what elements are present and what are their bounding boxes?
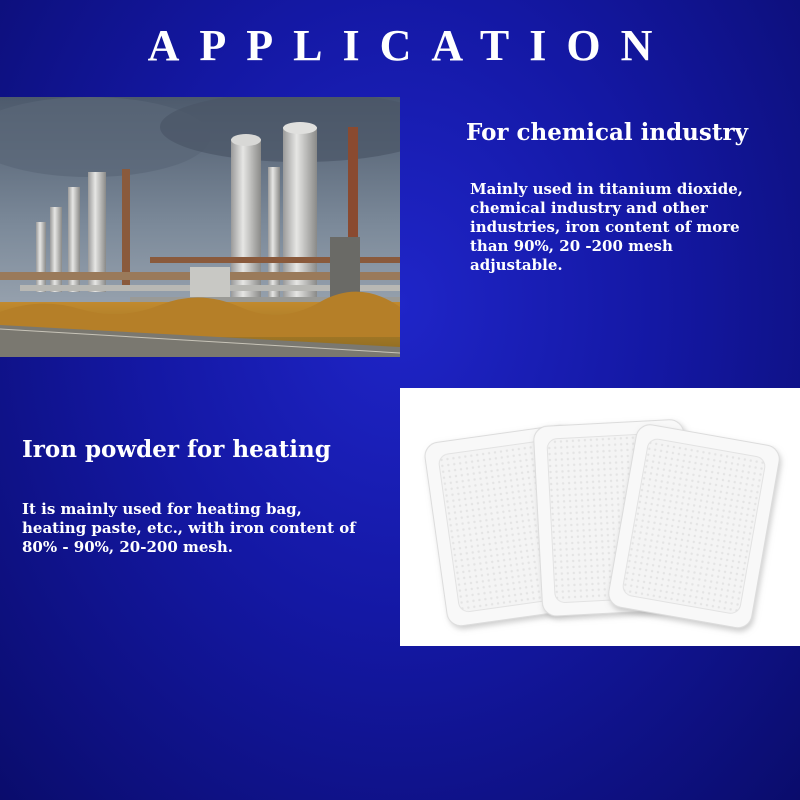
chemical-industry-heading: For chemical industry	[466, 119, 748, 146]
heating-pads-photo	[400, 388, 800, 646]
page-title: APPLICATION	[147, 21, 673, 70]
chemical-industry-text: Mainly used in titanium dioxide, chemical industry and other industries, iron content of more than 90%, 20 -200 mesh adjustable.	[470, 180, 743, 274]
heating-heading: Iron powder for heating	[22, 436, 331, 463]
heating-text: It is mainly used for heating bag, heating paste, etc., with iron content of 80% - 90%, 20-200 mesh.	[22, 500, 356, 556]
chemical-plant-photo	[0, 97, 400, 357]
